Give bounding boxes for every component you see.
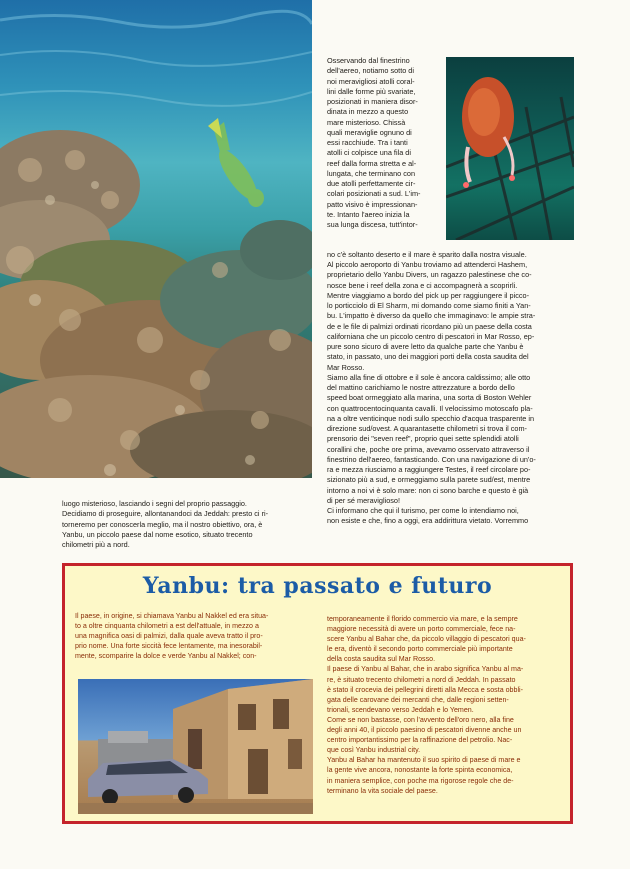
text-line: colari posizionati a sud. L'im- (327, 189, 421, 199)
text-line: Yanbu al Bahar ha mantenuto il suo spirito di paese di mare e (327, 756, 521, 765)
text-line: lini dalle forme più svariate, (327, 86, 416, 96)
text-line: della costa saudita sul Mar Rosso. (327, 655, 436, 664)
text-line: dinata in mezzo a questo (327, 107, 409, 117)
text-line: terminano la vita sociale del paese. (327, 786, 438, 795)
text-line: chilometri più a nord. (62, 540, 130, 549)
text-line: è stato il crocevia dei pellegrini diretti alla Mecca e sosta obbli- (327, 685, 523, 694)
text-line: atolli ci colpisce una fila di (327, 148, 411, 158)
box-title: Yanbu: tra passato e futuro (142, 573, 493, 599)
text-line: gata delle carovane dei mercanti che, dalle regioni setten- (327, 695, 509, 704)
text-line: luogo misterioso, lasciando i segni del proprio passaggio. (62, 499, 247, 508)
text-line: due atolli perfettamente cir- (327, 179, 416, 188)
text-line: na a oltre venticinque nodi sullo specchio d'acqua trasparente in (327, 413, 535, 423)
text-line: torneremo per conoscerla meglio, ma il nostro obiettivo, ora, è (62, 519, 263, 529)
text-line: quali meraviglie ognuno di (327, 127, 412, 137)
text-line: stato, in passato, uno dei maggiori porti della costa saudita del (327, 352, 529, 362)
text-line: Yanbu, un piccolo paese dal nome esotico, situato trecento (62, 529, 253, 539)
text-line: sizionato più a sud, e ormeggiamo sulla parete sud/est, mentre (327, 475, 531, 485)
text-line: to a oltre cinquanta chilometri a est dell'attuale, in mezzo a (75, 622, 259, 631)
text-line: pure sono sicuro di avere letto da qualche parte che Yanbu è (327, 342, 524, 351)
text-line: lungata, che terminano con (327, 168, 416, 178)
box-column-right (327, 614, 571, 796)
article-column-wide (327, 260, 612, 527)
sidebar-box (62, 563, 573, 824)
text-line: Siamo alla fine di ottobre e il sole è ancora caldissimo; alle otto (327, 372, 531, 382)
text-line: maggiore necessità di avere un porto commerciale, fece na- (327, 625, 516, 634)
text-line: trionali, scendevano verso Jeddah e lo Yemen. (327, 705, 474, 714)
text-line: Ci informano che qui il turismo, per come lo intendiamo noi, (327, 506, 519, 515)
text-line: reef dalla forma stretta e al- (327, 158, 417, 168)
text-line: ra e mezza riusciamo a raggiungere Testes, il reef circolare po- (327, 465, 531, 474)
article-column-top-narrow (327, 56, 441, 230)
text-line: noi meravigliosi atolli coral- (327, 76, 415, 86)
text-line: lo porticciolo di El Sharm, mi domando come siamo finiti a Yan- (327, 301, 531, 310)
text-line: te. Intanto l'aereo inizia la (327, 209, 410, 219)
article-column-left-lower (62, 499, 314, 550)
text-line: dell'aereo, notiamo sotto di (327, 66, 414, 76)
article-line-wide-start (327, 250, 612, 260)
text-line: direzione sud/ovest. A quarantasette chilometri si trova il com- (327, 424, 527, 433)
text-line: Al piccolo aeroporto di Yanbu troviamo ad attenderci Hashem, (327, 260, 528, 269)
text-line: degli anni 40, il piccolo paesino di pescatori divenne anche un (327, 726, 522, 735)
coral-reef-photo (0, 0, 312, 478)
text-line: sua lunga discesa, tutt'intor- (327, 220, 418, 229)
text-line: di per sé meraviglioso! (327, 495, 401, 505)
text-line: intorno a noi vi è solo mare: non ci sono barche e questo è già (327, 485, 529, 495)
text-line: Decidiamo di proseguire, allontanandoci da Jeddah: presto ci ri- (62, 509, 269, 519)
text-line: Come se non bastasse, con l'avvento dell'oro nero, alla fine (327, 715, 514, 724)
text-line: no c'è soltanto deserto e il mare è sparito dalla nostra visuale. (327, 250, 527, 259)
box-column-left (75, 611, 321, 661)
text-line: con quattrocentocinquanta cavalli. Il velocissimo motoscafo pla- (327, 403, 533, 413)
text-line: nosce bene i reef della zona e ci accompagnerà a scoprirli. (327, 280, 518, 290)
text-line: mare misterioso. Chissà (327, 117, 406, 127)
text-line: la gente vive ancora, nonostante la forte spinta economica, (327, 766, 513, 775)
text-line: prensorio dei "seven reef", proprio quei sette splendidi atolli (327, 434, 519, 444)
text-line: scere Yanbu al Bahar che, da piccolo villaggio di pescatori qua- (327, 635, 526, 644)
text-line: proprietario dello Yanbu Divers, un ragazzo palestinese che co- (327, 270, 532, 280)
text-line: del mattino carichiamo le nostre attrezzature a bordo dello (327, 383, 515, 392)
text-line: californiana che un piccolo centro di pescatori in Mar Rosso, ep- (327, 331, 535, 341)
text-line: le era, diventò il secondo porto commerciale più importante (327, 645, 513, 654)
text-line: finestrino dell'aereo, fantasticando. Con una navigazione di un'o- (327, 454, 536, 464)
text-line: prio nome. Una forte siccità fece lentamente, ma inesorabil- (75, 642, 263, 651)
text-line: bu. L'impatto è diverso da quello che immaginavo: le ampie stra- (327, 311, 536, 321)
underwater-structure-photo (446, 57, 574, 240)
text-line: de e le file di palmizi ordinati ricordano più un paese della costa (327, 321, 532, 331)
text-line: non esiste e che, fino a oggi, era addirittura vietato. Vorremmo (327, 516, 529, 526)
text-line: posizionati in maniera disor- (327, 97, 418, 106)
text-line: Osservando dal finestrino (327, 56, 410, 65)
text-line: speed boat ormeggiato alla marina, una sorta di Boston Wehler (327, 393, 532, 403)
text-line: Mar Rosso. (327, 362, 365, 372)
text-line: in maniera semplice, con poche ma rigorose regole che de- (327, 776, 514, 785)
text-line: patto visivo è impressionan- (327, 199, 418, 209)
text-line: Il paese, in origine, si chiamava Yanbu al Nakkel ed era situa- (75, 612, 269, 620)
text-line: Mentre viaggiamo a bordo del pick up per raggiungere il picco- (327, 290, 529, 300)
text-line: corallini che, poche ore prima, avevamo osservato attraverso il (327, 444, 530, 454)
text-line: re, è situato trecento chilometri a nord di Jeddah. In passato (327, 675, 516, 684)
text-line: una magnifica oasi di palmizi, dalla quale aveva tratto il pro- (75, 632, 263, 641)
text-line: temporaneamente il florido commercio via mare, e la sempre (327, 615, 518, 623)
text-line: essi racchiude. Tra i tanti (327, 138, 408, 147)
text-line: centro importantissimo per la raffinazione del petrolio. Nac- (327, 736, 513, 745)
yanbu-street-photo (78, 679, 313, 814)
text-line: mente, scomparire la dolce e verde Yanbu al Nakkel; con- (75, 652, 257, 661)
text-line: Il paese di Yanbu al Bahar, che in arabo significa Yanbu al ma- (327, 665, 524, 674)
text-line: que così Yanbu industrial city. (327, 746, 421, 755)
